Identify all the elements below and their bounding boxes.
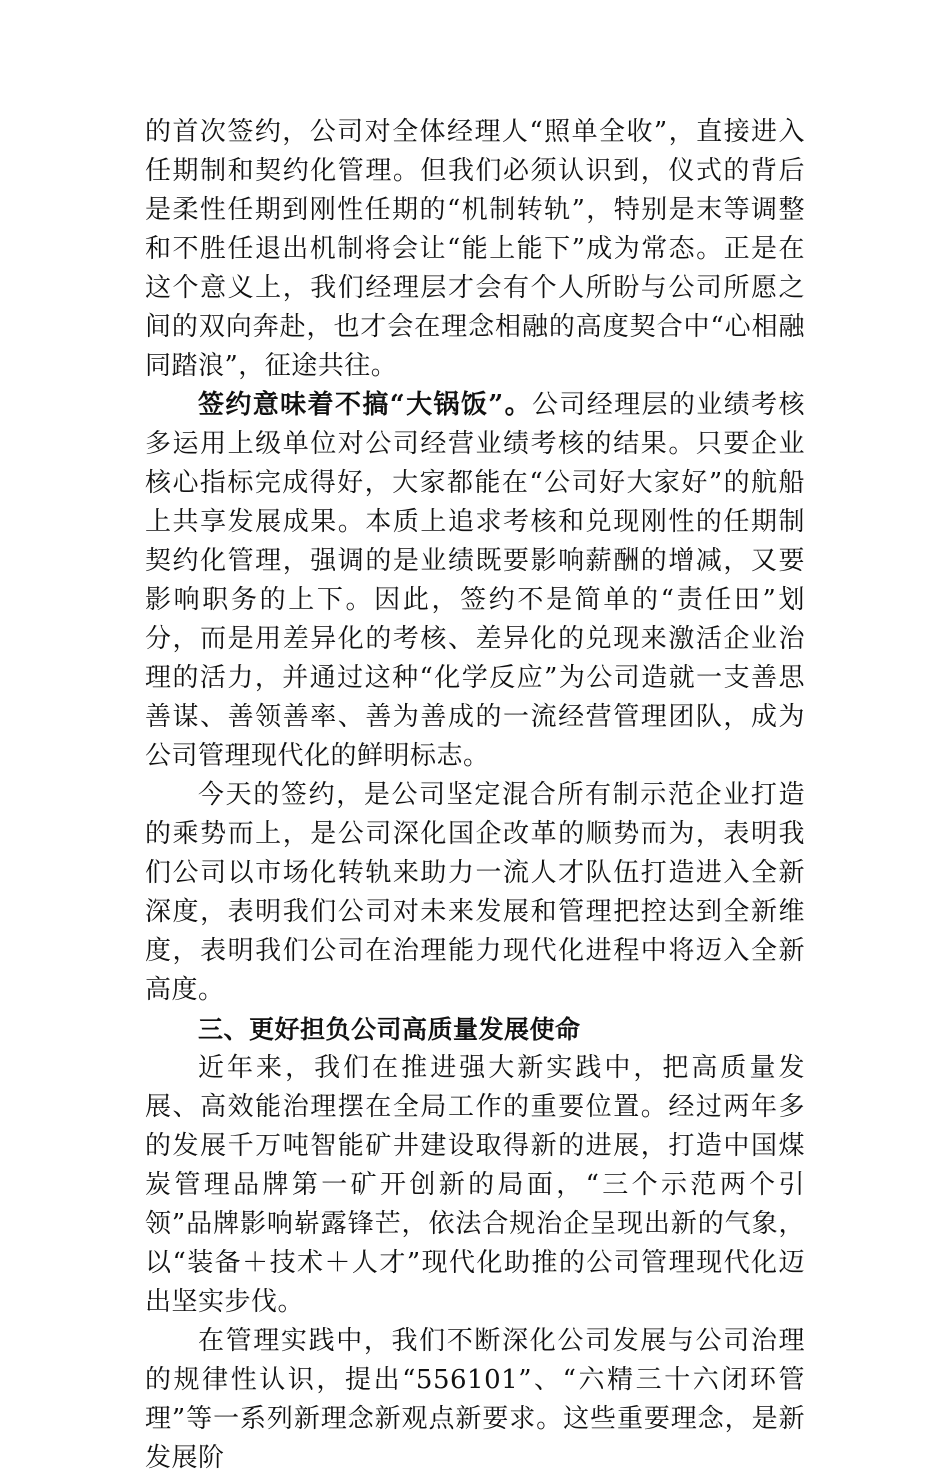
paragraph-lead-bold: 签约意味着不搞“大锅饭”。 — [198, 390, 532, 420]
paragraph-body: 公司经理层的业绩考核多运用上级单位对公司经营业绩考核的结果。只要企业核心指标完成得好，大家都能在“公司好大家好”的航船上共享发展成果。本质上追求考核和兑现刚性的任期制契约化管理，强调的是业绩既要影响薪酬的增减，又要影响职务的上下。因此，签约不是简单的“责任田”划分，而是用差异化的考核、差异化的兑现来激活企业治理的活力，并通过这种“化学反应”为公司造就一支善思善谋、善领善率、善为善成的一流经营管理团队，成为公司管理现代化的鲜明标志。 — [145, 390, 805, 771]
paragraph-recent-years: 近年来，我们在推进强大新实践中，把高质量发展、高效能治理摆在全局工作的重要位置。经过两年多的发展千万吨智能矿井建设取得新的进展，打造中国煤炭管理品牌第一矿开创新的局面，“三个示范两个引领”品牌影响崭露锋芒，依法合规治企呈现出新的气象，以“装备＋技术＋人才”现代化助推的公司管理现代化迈出坚实步伐。 — [145, 1053, 805, 1317]
paragraph-no-big-pot — [145, 386, 805, 776]
paragraph-today-signing: 今天的签约，是公司坚定混合所有制示范企业打造的乘势而上，是公司深化国企改革的顺势而为，表明我们公司以市场化转轨来助力一流人才队伍打造进入全新深度，表明我们公司对未来发展和管理把控达到全新维度，表明我们公司在治理能力现代化进程中将迈入全新高度。 — [145, 780, 805, 1005]
section-heading: 三、更好担负公司高质量发展使命 — [198, 1015, 581, 1044]
paragraph-management-practice: 在管理实践中，我们不断深化公司发展与公司治理的规律性认识，提出“556101”、“六精三十六闭环管理”等一系列新理念新观点新要求。这些重要理念，是新发展阶 — [145, 1326, 805, 1473]
paragraph-continued: 的首次签约，公司对全体经理人“照单全收”，直接进入任期制和契约化管理。但我们必须认识到，仪式的背后是柔性任期到刚性任期的“机制转轨”，特别是末等调整和不胜任退出机制将会让“能上能下”成为常态。正是在这个意义上，我们经理层才会有个人所盼与公司所愿之间的双向奔赴，也才会在理念相融的高度契合中“心相融同踏浪”，征途共往。 — [145, 117, 805, 381]
document-body — [145, 113, 805, 1478]
